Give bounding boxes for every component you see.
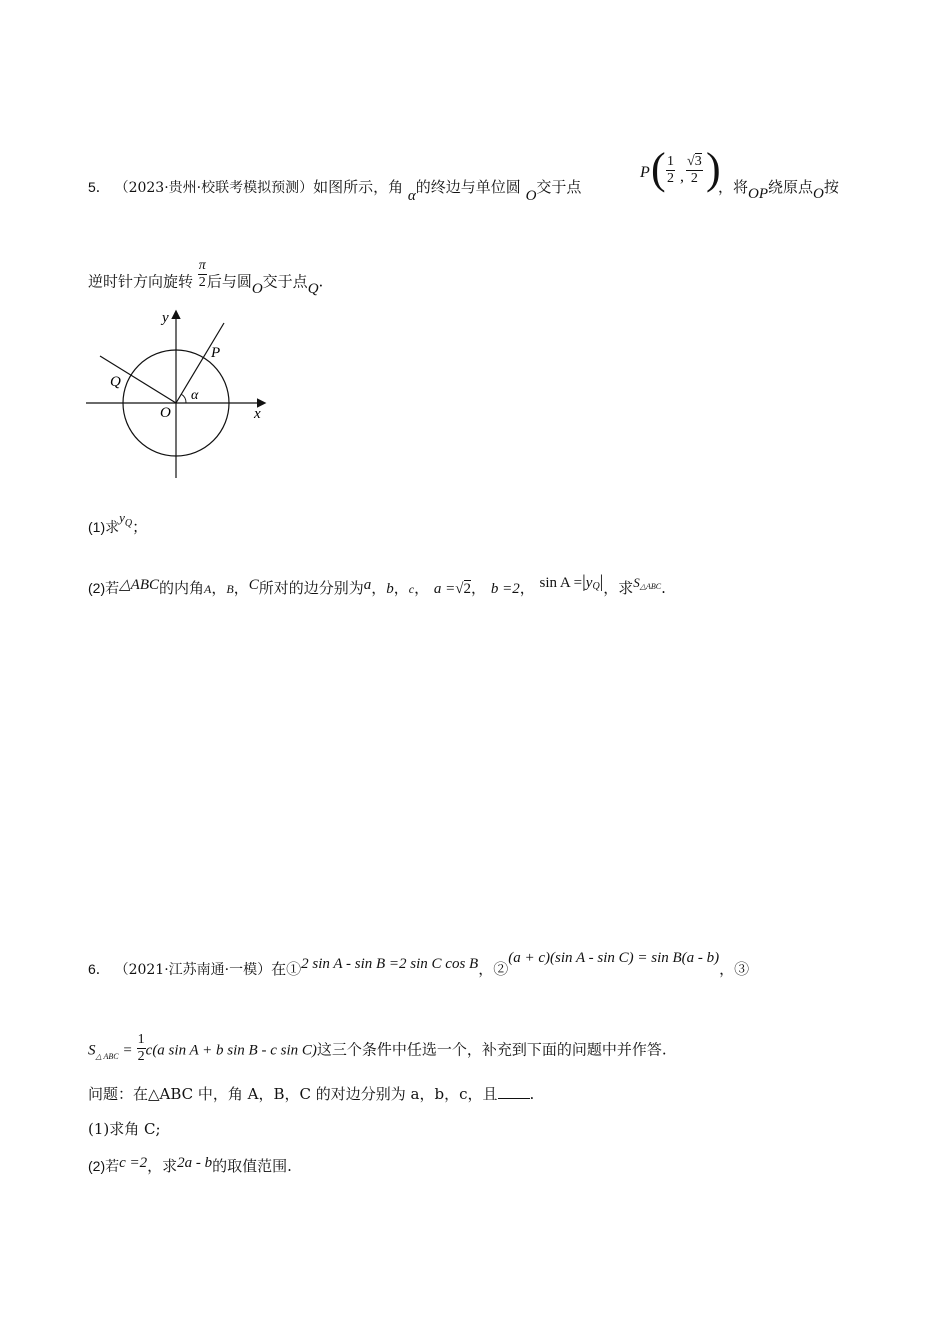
q6-line1 — [88, 950, 750, 981]
q5-text-1: 如图所示，角 — [313, 178, 404, 196]
q5-text-3: 交于点 — [536, 178, 582, 196]
q6-frac-num: 1 — [137, 1032, 145, 1047]
q6-frac-half — [137, 1032, 146, 1065]
sep: ， — [519, 579, 535, 597]
q5-a: a — [363, 577, 372, 593]
q6-problem-end: . — [529, 1085, 535, 1103]
q5-line2-c: 交于点 — [262, 272, 308, 291]
P-label: P — [640, 164, 650, 181]
frac-half-num: 1 — [667, 154, 674, 169]
q5-S-sub: △ABC — [639, 582, 662, 591]
q5-period: . — [318, 272, 324, 291]
q6-text-2: 这三个条件中任选一个，补充到下面的问题中并作答. — [316, 1040, 667, 1059]
frac-sqrt3-den: 2 — [690, 171, 698, 186]
right-paren: ) — [706, 144, 721, 193]
label-alpha: α — [191, 388, 199, 403]
label-Q: Q — [110, 374, 121, 390]
frac-half-den: 2 — [667, 171, 674, 186]
q5-end: . — [661, 579, 666, 597]
q5-cond-a: a = — [433, 581, 456, 597]
q6-cond1: 2 sin A - sin B =2 sin C cos B — [301, 956, 479, 972]
q5-S: S — [633, 575, 640, 590]
q5-Q: Q — [307, 280, 319, 297]
frac-two: 2 — [198, 275, 206, 290]
left-paren: ( — [651, 144, 666, 193]
abs-bar-right: | — [599, 571, 604, 591]
q5-O-2: O — [813, 186, 824, 202]
label-y: y — [162, 310, 169, 326]
q6-c3-mark: ，③ — [719, 960, 750, 978]
q5-part2-prefix: (2)若 — [88, 580, 120, 596]
q6-cond2: (a + c)(sin A - sin C) = sin B(a - b) — [508, 950, 720, 966]
sep: ， — [371, 579, 387, 597]
q5-O-3: O — [251, 280, 263, 297]
q6-part2-cond: c =2 — [119, 1155, 148, 1171]
q6-part2-expr: 2a - b — [177, 1155, 213, 1171]
q6-problem — [88, 1083, 534, 1105]
q5-yQ: y — [585, 575, 593, 591]
q5-C: C — [248, 577, 259, 593]
sep: ， — [414, 579, 430, 597]
q5-line2 — [88, 258, 324, 299]
q5-line1 — [88, 176, 582, 204]
q5-part2-a: 的内角 — [159, 579, 205, 597]
q5-cond-a-sqrt: √2 — [455, 581, 472, 597]
q5-cond-a-radicand: 2 — [463, 581, 472, 597]
q5-part1-var: y — [119, 510, 125, 525]
answer-blank[interactable] — [498, 1084, 530, 1099]
frac-pi-2 — [198, 258, 207, 291]
q5-OP: OP — [748, 186, 769, 202]
q5-source: （2023·贵州·校联考模拟预测） — [114, 180, 314, 196]
abs-bar-left: | — [582, 571, 586, 591]
q5-number: 5． — [88, 179, 110, 195]
q5-line1-end — [718, 176, 839, 202]
q5-line2-a: 逆时针方向旋转 — [88, 272, 194, 291]
q6-problem-text: 问题：在△ABC 中，角 A，B，C 的对边分别为 a，b，c，且 — [88, 1085, 498, 1103]
angle-arc — [181, 394, 186, 403]
frac-sqrt3 — [686, 154, 703, 187]
comma: , — [680, 168, 684, 185]
frac-half — [666, 154, 675, 187]
q6-part2 — [88, 1155, 292, 1178]
q5-part1-prefix: (1)求 — [88, 519, 120, 535]
q5-sinA: sin A = — [539, 575, 583, 591]
q5-text-6: 按 — [823, 178, 839, 196]
q5-cond-b: b =2 — [490, 581, 520, 597]
q5-text-4: ，将 — [718, 178, 749, 196]
q6-source: （2021·江苏南通·一模） — [114, 962, 272, 978]
q5-part1-suffix: ； — [132, 518, 148, 536]
unit-circle-figure — [84, 304, 274, 484]
q6-c2-mark: ，② — [478, 960, 509, 978]
q5-ask: ，求 — [603, 579, 634, 597]
q5-O: O — [525, 188, 537, 204]
q5-A: A — [204, 582, 212, 596]
sqrt3-radicand: 3 — [694, 154, 702, 169]
label-O: O — [160, 405, 171, 421]
q6-part2-suffix: 的取值范围. — [212, 1157, 292, 1175]
label-x: x — [254, 406, 261, 422]
label-P: P — [211, 345, 221, 361]
frac-pi: π — [198, 258, 206, 273]
q6-cond3-sub: △ ABC — [95, 1051, 119, 1061]
q6-cond3-S: S — [88, 1042, 96, 1059]
q6-part1 — [88, 1118, 161, 1140]
q5-yQ-sub: Q — [592, 581, 600, 592]
sep: ， — [233, 579, 249, 597]
q6-part2-prefix: (2)若 — [88, 1158, 120, 1174]
q5-text-5: 绕原点 — [768, 178, 814, 196]
q5-part1-sub: Q — [124, 518, 133, 529]
q5-part2-tri: △ABC — [119, 577, 159, 593]
q5-part2-b: 所对的边分别为 — [258, 579, 364, 597]
q6-part2-mid: ，求 — [147, 1157, 178, 1175]
q6-text-1: 在① — [271, 960, 302, 978]
sep: ， — [393, 579, 409, 597]
q6-frac-den: 2 — [137, 1049, 145, 1064]
frac-sqrt3-num: √3 — [687, 154, 702, 169]
q5-part2 — [88, 571, 666, 602]
q5-part1 — [88, 510, 148, 541]
sep: ， — [471, 579, 487, 597]
q5-c: c — [408, 582, 415, 596]
q6-part1-text: (1)求角 C; — [88, 1120, 161, 1138]
q5-b: b — [386, 581, 394, 597]
q6-cond3-eq: = — [123, 1042, 132, 1059]
sep: ， — [211, 579, 227, 597]
q5-text-2: 的终边与单位圆 — [415, 178, 521, 196]
q5-line2-b: 后与圆 — [206, 272, 252, 291]
q6-line2 — [88, 1034, 667, 1067]
q6-number: 6． — [88, 961, 110, 977]
q6-cond3-rest: c(a sin A + b sin B - c sin C) — [145, 1042, 317, 1059]
ray-OP — [176, 323, 224, 403]
q5-B: B — [226, 582, 234, 596]
q5-alpha: α — [407, 188, 416, 204]
